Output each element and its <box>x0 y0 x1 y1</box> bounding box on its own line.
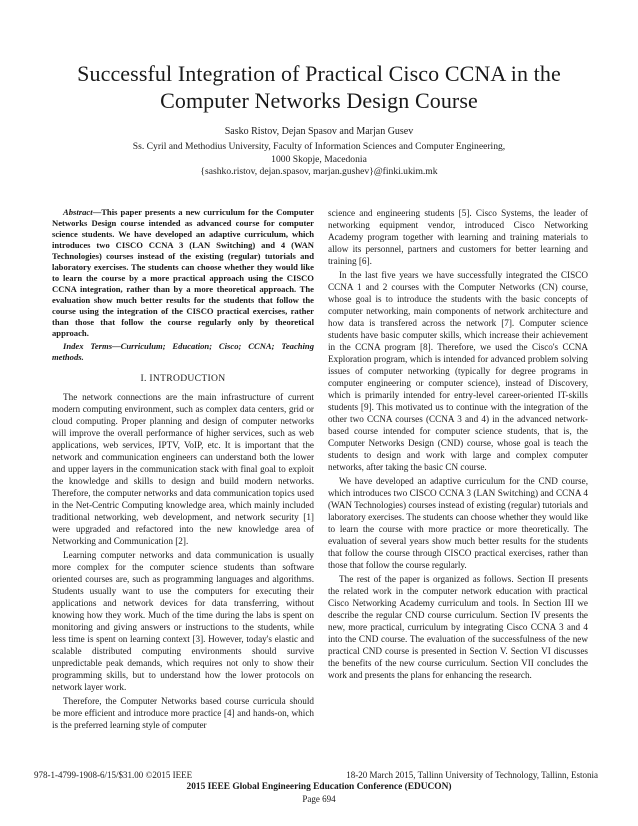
author-list: Sasko Ristov, Dejan Spasov and Marjan Gusev <box>224 126 414 137</box>
left-column <box>52 207 314 733</box>
index-terms <box>52 341 314 363</box>
body-paragraph: In the last five years we have successfully integrated the CISCO CCNA 1 and 2 courses with the Computer Networks (CN) course, whose goal is to introduce the students with the basic concepts of computer networking, main components of network architecture and how data is transfered across the network [7]. Computer science students have basic computer skills, which increase their achievement in the CCNA program [8]. Therefore, we used the Cisco's CCNA Exploration program, which is intended for advanced problem solving issues of computer networking (typically for degree programs in computer engineering or computer science), instead of Discovery, which is primarily intended for entry-level career-oriented IT-skills students [9]. This motivated us to continue with the integration of the other two CCNA courses (CCNA 3 and 4) in the advanced network-based course intended for computer science students, that is, the Computer Networks Design (CND) course, whose goal is teach the students to design and work with large and complex computer networks, after taking the basic CN course. <box>328 270 588 472</box>
body-paragraph: science and engineering students [5]. Cisco Systems, the leader of networking equipment vendor, introduced Cisco Networking Academy program together with learning and training materials to allow its personnel, partners and customers for better learning and training [6]. <box>328 208 588 266</box>
body-paragraph: Therefore, the Computer Networks based course curricula should be more efficient and introduce more practice [4] and hands-on, which is the preferred learning style of computer <box>52 696 314 730</box>
author-emails: {sashko.ristov, dejan.spasov, marjan.gushev}@finki.ukim.mk <box>200 166 438 177</box>
index-terms-text: —Curriculum; Education; Cisco; CCNA; Teaching methods. <box>52 341 315 362</box>
body-paragraph: We have developed an adaptive curriculum for the CND course, which introduces two CISCO CCNA 3 (LAN Switching) and CCNA 4 (WAN Technologies) courses instead of existing (regular) tutorials and laboratory exercises. The students can choose whether they would like to learn the course with more practice or more theoretically. The evaluation of several years show much better results for the students that follow the course through CISCO practical exercises, rather than those that follow the course regularly. <box>328 476 588 570</box>
right-column <box>328 207 588 683</box>
footer-page-number: Page 694 <box>302 794 336 804</box>
section-heading-introduction: I. INTRODUCTION <box>140 373 226 384</box>
footer-conference: 2015 IEEE Global Engineering Education Conference (EDUCON) <box>186 782 452 792</box>
body-paragraph: The rest of the paper is organized as follows. Section II presents the related work in the computer network education with practical Cisco Networking Academy curriculum and tools. In Section III we describe the regular CND course curriculum. Section IV presents the new, more practical, curriculum by integrating Cisco CCNA 3 and 4 into the CND course. The evaluation of the successfulness of the new practical CND course is presented in Section V. Section VI discusses the benefits of the new course curriculum. Section VII concludes the work and presents the plans for enhancing the research. <box>328 574 588 680</box>
affiliation-block <box>40 141 598 179</box>
affiliation-line-1: Ss. Cyril and Methodius University, Faculty of Information Sciences and Computer Engineering, <box>132 141 506 152</box>
abstract-lead: Abstract <box>63 207 93 217</box>
affiliation-line-2: 1000 Skopje, Macedonia <box>271 153 367 165</box>
body-paragraph: Learning computer networks and data communication is usually more complex for the computer science students than software oriented courses are, such as programming languages and algorithms. Students usually want to use the computers for executing their applications and network devices for data transferring, without knowing how they work. Much of the time during the labs is spent on monitoring and giving answers or instructions to the students, while less time is spent on learning context [3]. However, today's elastic and scalable distributed computing environments should survive unpredictable peak demands, which requires not only to show their programming skills, but to understand how the lower protocols on network layer work. <box>52 550 314 692</box>
footer-isbn: 978-1-4799-1908-6/15/$31.00 ©2015 IEEE <box>34 770 193 780</box>
abstract-text: —This paper presents a new curriculum for the Computer Networks Design course intended as advanced course for computer science students. We have developed an adaptive curriculum, which introduces two CISCO CCNA 3 (LAN Switching) and 4 (WAN Technologies) courses instead of the existing (regular) tutorials and laboratory exercises. The students can choose whether they would like to learn the course by a more practical approach using the CISCO CCNA integration, rather than by a more theoretical approach. The evaluation show much better results for the students that follow the course using the integration of the CISCO practical exercises, rather than those that follow the course regularly only by theoretical approach. <box>52 207 314 338</box>
body-paragraph: The network connections are the main infrastructure of current modern computing environment, such as complex data centers, grid or cloud computing. Proper planning and design of computer networks will improve the overall performance of higher services, such as web applications, web services, IPTV, VoIP, etc. It is important that the network and communication engineers can understand both the lower and upper layers in the communication stack with final goal to exploit the knowledge and skills to design and build modern networks. Therefore, the computer networks and data communication topics used in the Net-Centric Computing knowledge area, which mainly included traditional networking, web development, and network security [1] were upgraded and refactored into the new knowledge area of Networking and Communication [2]. <box>52 392 314 546</box>
paper-title: Successful Integration of Practical Cisco CCNA in the Computer Networks Design Course <box>77 61 561 113</box>
footer-event: 18-20 March 2015, Tallinn University of Technology, Tallinn, Estonia <box>346 770 598 780</box>
abstract <box>52 207 314 339</box>
index-terms-lead: Index Terms <box>63 341 113 351</box>
